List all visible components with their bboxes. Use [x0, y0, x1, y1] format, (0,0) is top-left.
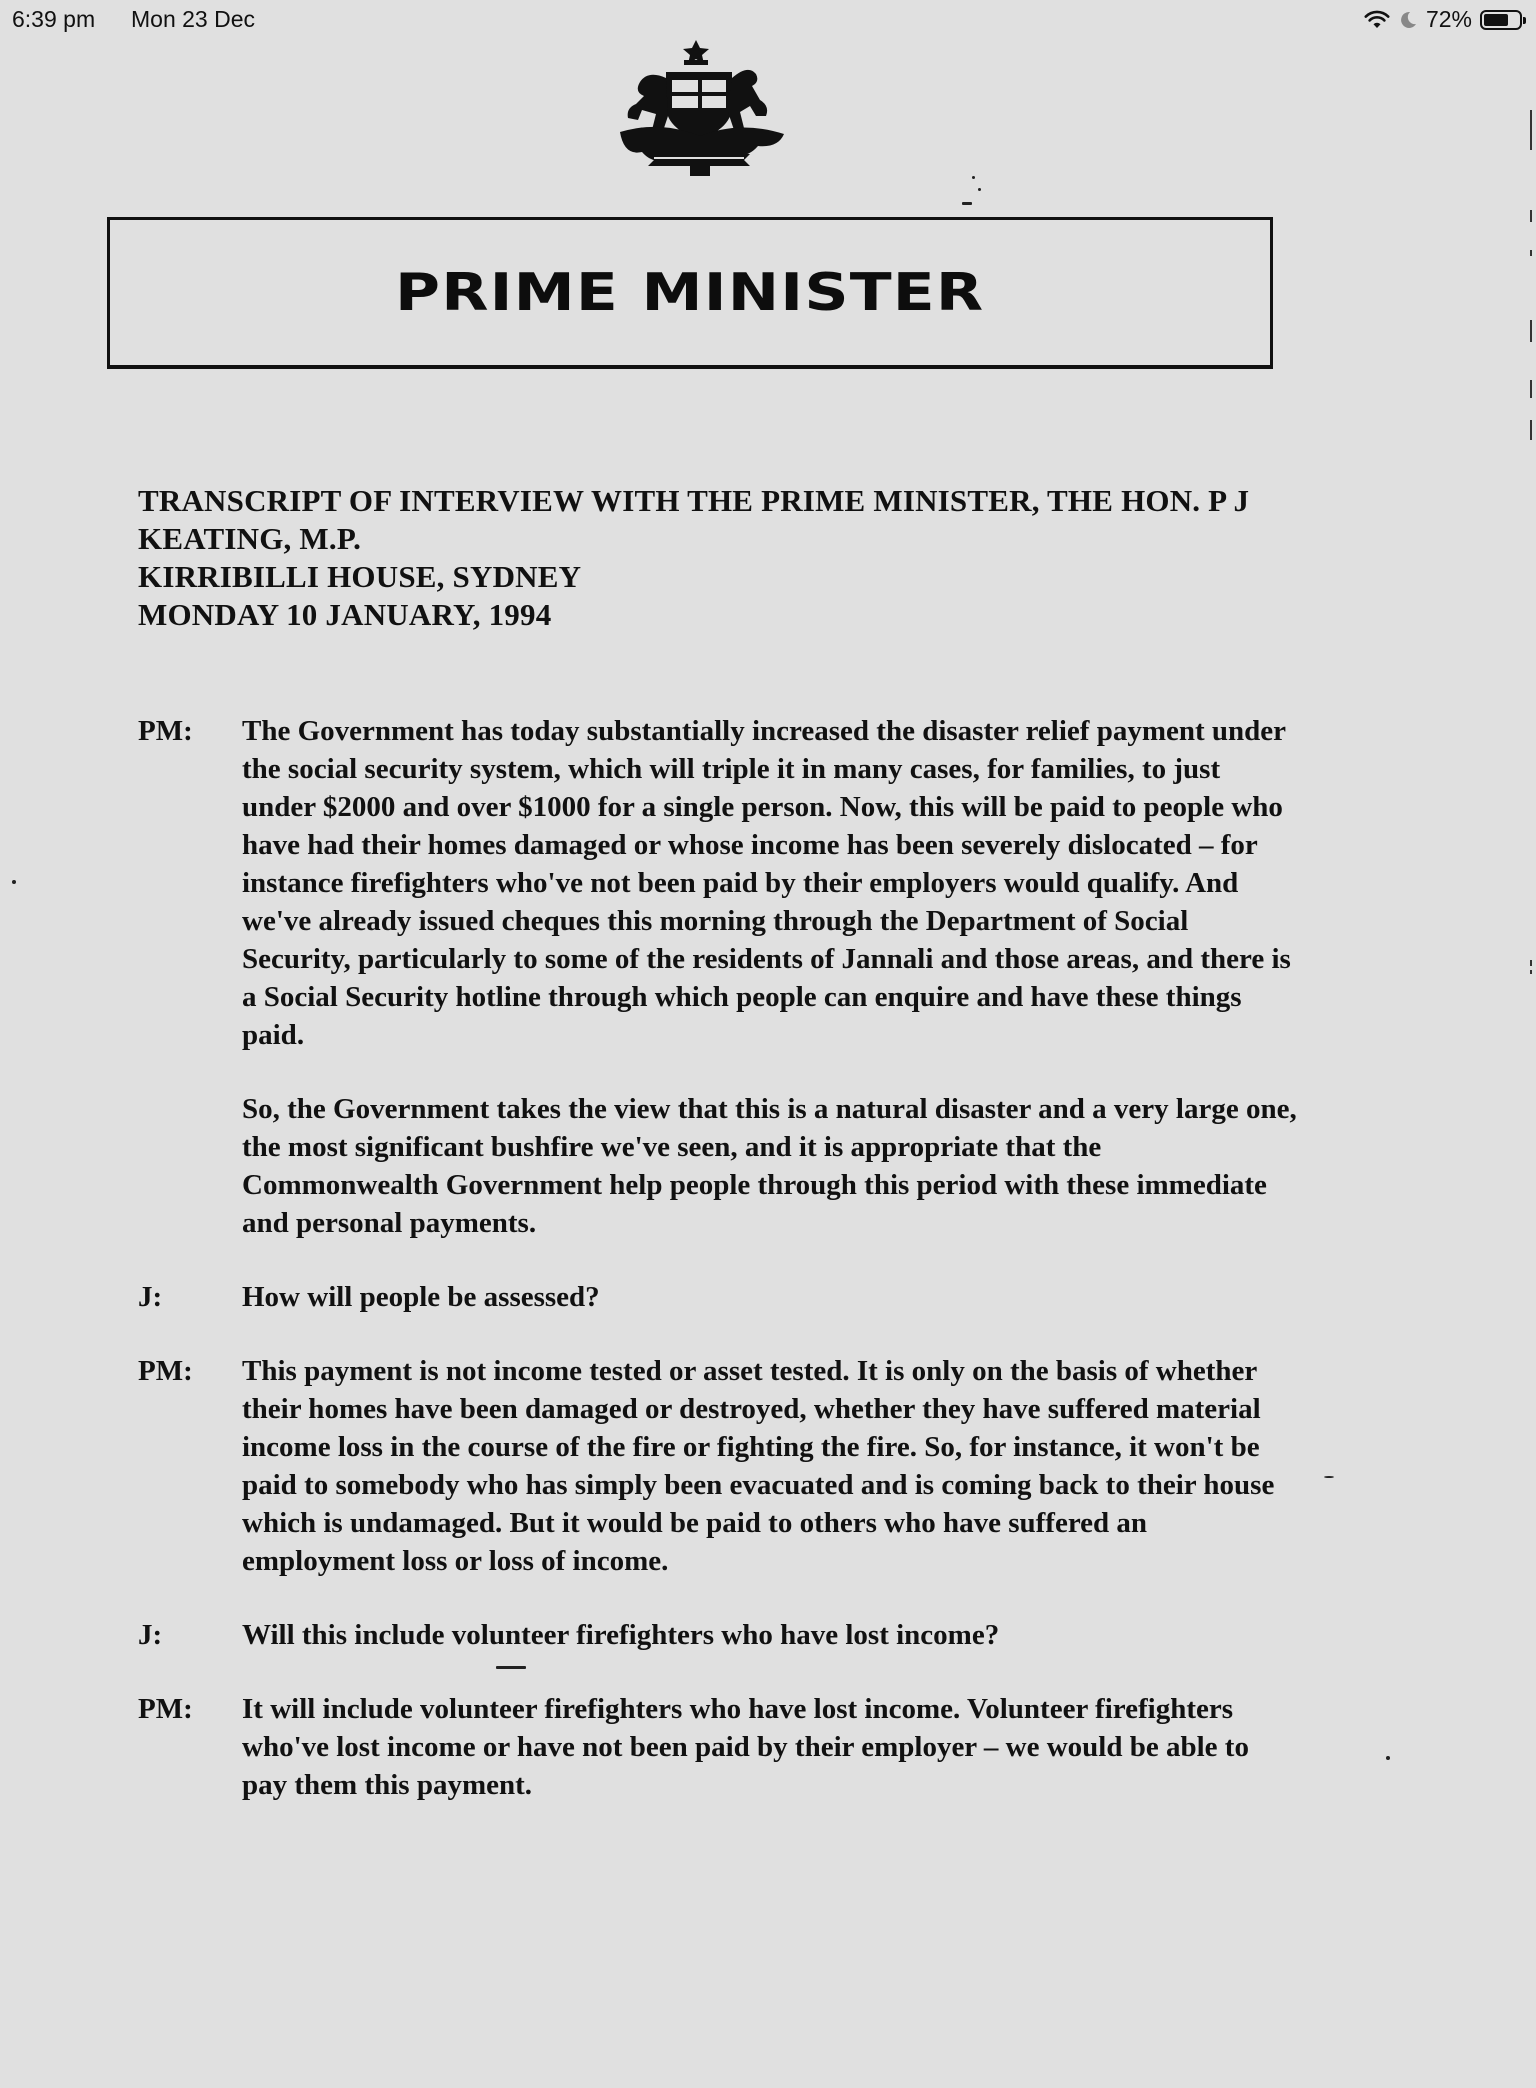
heading-line: KEATING, M.P.	[138, 521, 362, 556]
transcript-body	[138, 712, 1298, 1840]
coat-of-arms-icon	[604, 40, 794, 176]
status-indicators	[1364, 6, 1522, 33]
status-date: Mon 23 Dec	[131, 6, 256, 32]
document-page	[0, 40, 1536, 2048]
speech	[242, 1616, 1298, 1654]
battery-icon	[1480, 10, 1522, 30]
speaker-label: J:	[138, 1281, 163, 1313]
speech	[242, 1690, 1298, 1804]
speech	[242, 1278, 1298, 1316]
status-bar	[0, 0, 1536, 40]
transcript-entry	[138, 1352, 1298, 1580]
transcript-entry	[138, 1278, 1298, 1316]
transcript-entry	[138, 1616, 1298, 1654]
heading-line: KIRRIBILLI HOUSE, SYDNEY	[138, 559, 582, 594]
heading-line: MONDAY 10 JANUARY, 1994	[138, 597, 552, 632]
speech-paragraph: It will include volunteer firefighters who have lost income. Volunteer firefighters who've lost income or have not been paid by their employer – we would be able to pay them this payment.	[242, 1693, 1249, 1801]
heading-line: TRANSCRIPT OF INTERVIEW WITH THE PRIME MINISTER, THE HON. P J	[138, 483, 1250, 518]
prime-minister-banner	[107, 217, 1273, 369]
wifi-icon	[1364, 10, 1390, 30]
speech-paragraph: How will people be assessed?	[242, 1281, 600, 1313]
transcript-heading	[138, 482, 1318, 634]
speech	[242, 1352, 1298, 1580]
speaker-label: J:	[138, 1619, 163, 1651]
speaker-label: PM:	[138, 1355, 193, 1387]
speaker-label: PM:	[138, 1693, 193, 1725]
speech-paragraph: This payment is not income tested or asset tested. It is only on the basis of whether their homes have been damaged or destroyed, whether they have suffered material income loss in the course of the fire or fighting the fire. So, for instance, it won't be paid to somebody who has simply been evacuated and is coming back to their house which is undamaged. But it would be paid to others who have suffered an employment loss or loss of income.	[242, 1355, 1275, 1577]
battery-percent: 72%	[1425, 6, 1472, 32]
moon-icon	[1398, 10, 1418, 30]
page-edge-marks	[1526, 80, 1536, 2088]
speech	[242, 712, 1298, 1242]
speech-paragraph: The Government has today substantially increased the disaster relief payment under the social security system, which will triple it in many cases, for families, to just under $2000 and over $1000 for a single person. Now, this will be paid to people who have had their homes damaged or whose income has been severely dislocated – for instance firefighters who've not been paid by their employers would qualify. And we've already issued cheques this morning through the Department of Social Security, particularly to some of the residents of Jannali and those areas, and there is a Social Security hotline through which people can enquire and have these things paid.	[242, 715, 1291, 1051]
speech-paragraph: So, the Government takes the view that this is a natural disaster and a very large one, the most significant bushfire we've seen, and it is appropriate that the Commonwealth Government help people through this period with these immediate and personal payments.	[242, 1093, 1297, 1239]
speaker-label: PM:	[138, 715, 193, 747]
transcript-entry	[138, 712, 1298, 1242]
battery-fill	[1484, 14, 1508, 26]
status-time: 6:39 pm	[12, 6, 96, 32]
banner-title: PRIME MINISTER	[395, 262, 985, 323]
speech-paragraph: Will this include volunteer firefighters who have lost income?	[242, 1619, 1000, 1651]
transcript-entry	[138, 1690, 1298, 1804]
